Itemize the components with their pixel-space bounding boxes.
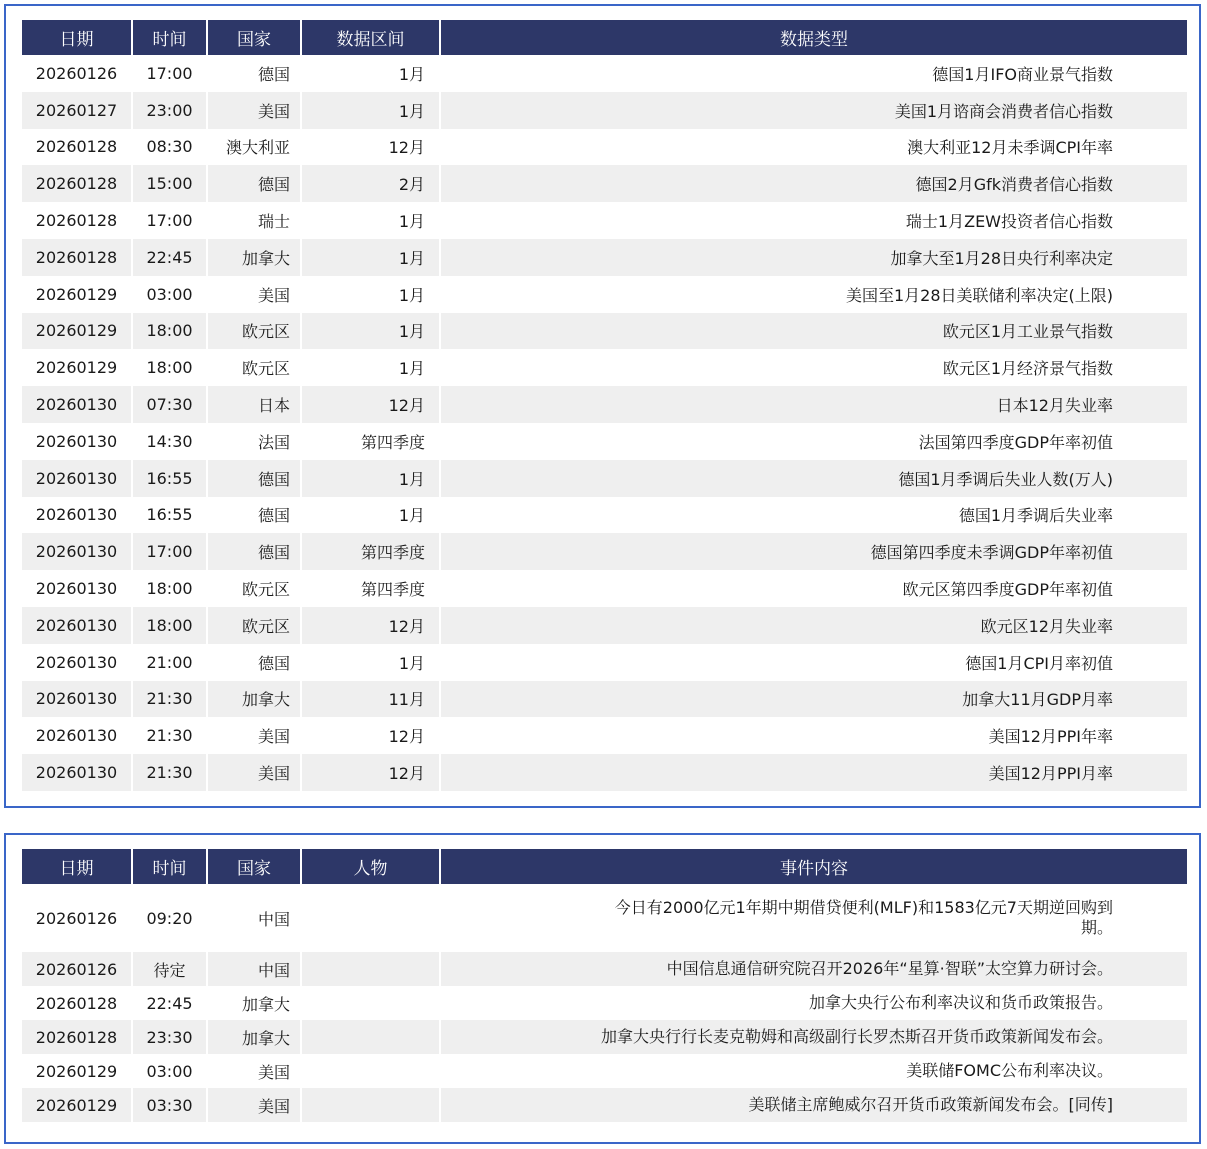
table-row: [22, 1088, 1187, 1122]
cell-country: 欧元区: [208, 313, 302, 350]
cell-period: 12月: [302, 386, 441, 423]
cell-time: 17:00: [133, 55, 208, 92]
cell-date: 20260130: [22, 644, 133, 681]
cell-period: 1月: [302, 202, 441, 239]
cell-country: 美国: [208, 92, 302, 129]
economic-data-table: [22, 20, 1187, 791]
event-text-line: 加拿大央行公布利率决议和货币政策报告。: [808, 993, 1113, 1012]
cell-time: 18:00: [133, 313, 208, 350]
cell-date: 20260130: [22, 754, 133, 791]
cell-time: 21:30: [133, 717, 208, 754]
cell-time: 待定: [133, 952, 208, 986]
cell-person: [302, 1054, 441, 1088]
cell-date: 20260129: [22, 313, 133, 350]
cell-date: 20260128: [22, 129, 133, 166]
cell-data-type: 美国至1月28日美联储利率决定(上限): [845, 285, 1113, 305]
cell-person: [302, 986, 441, 1020]
cell-period: 12月: [302, 607, 441, 644]
events-table: [22, 849, 1187, 1122]
table-row: [22, 533, 1187, 570]
cell-time: 21:30: [133, 681, 208, 718]
table-row: [22, 570, 1187, 607]
cell-time: 17:00: [133, 533, 208, 570]
cell-date: 20260129: [22, 1054, 133, 1088]
cell-date: 20260130: [22, 460, 133, 497]
cell-data-type: 美国1月谘商会消费者信心指数: [441, 92, 1187, 129]
header-period: 数据区间: [302, 20, 441, 55]
cell-country: 美国: [208, 1088, 302, 1122]
cell-date: 20260130: [22, 717, 133, 754]
cell-date: 20260126: [22, 884, 133, 952]
cell-date: 20260128: [22, 202, 133, 239]
cell-data-type: 德国1月IFO商业景气指数: [932, 64, 1113, 84]
table-row: [22, 460, 1187, 497]
cell-period: 1月: [302, 239, 441, 276]
header-date: 日期: [22, 849, 133, 884]
cell-date: 20260130: [22, 533, 133, 570]
table-row: [22, 986, 1187, 1020]
cell-country: 欧元区: [208, 607, 302, 644]
cell-country: 美国: [208, 276, 302, 313]
events-panel: [4, 833, 1201, 1144]
cell-data-type: 德国第四季度未季调GDP年率初值: [441, 533, 1187, 570]
cell-country: 加拿大: [208, 681, 302, 718]
cell-time: 21:00: [133, 644, 208, 681]
cell-event: [441, 1020, 1187, 1054]
cell-country: 加拿大: [208, 986, 302, 1020]
cell-date: 20260130: [22, 497, 133, 534]
cell-country: 欧元区: [208, 349, 302, 386]
cell-period: 12月: [302, 754, 441, 791]
cell-country: 欧元区: [208, 570, 302, 607]
cell-date: 20260130: [22, 570, 133, 607]
cell-event: [441, 1054, 1187, 1088]
cell-date: 20260128: [22, 986, 133, 1020]
cell-time: 03:00: [133, 276, 208, 313]
table-row: [22, 681, 1187, 718]
header-date: 日期: [22, 20, 133, 55]
cell-time: 22:45: [133, 239, 208, 276]
cell-period: 第四季度: [302, 423, 441, 460]
cell-time: 07:30: [133, 386, 208, 423]
table-row: [22, 1020, 1187, 1054]
cell-date: 20260130: [22, 607, 133, 644]
cell-time: 15:00: [133, 165, 208, 202]
cell-event: [441, 952, 1187, 986]
header-time: 时间: [133, 20, 208, 55]
cell-country: 德国: [208, 644, 302, 681]
cell-period: 1月: [302, 497, 441, 534]
cell-data-type: 加拿大至1月28日央行利率决定: [441, 239, 1187, 276]
table-row: [22, 239, 1187, 276]
cell-period: 1月: [302, 92, 441, 129]
cell-data-type: 欧元区12月失业率: [441, 607, 1187, 644]
cell-time: 16:55: [133, 497, 208, 534]
cell-data-type: 欧元区1月工业景气指数: [441, 313, 1187, 350]
table-row: [22, 497, 1187, 534]
table-row: [22, 952, 1187, 986]
event-text-line: 美联储主席鲍威尔召开货币政策新闻发布会。[同传]: [748, 1095, 1113, 1114]
table-row: [22, 276, 1187, 313]
table-row: [22, 92, 1187, 129]
cell-country: 德国: [208, 460, 302, 497]
header-event: 事件内容: [441, 849, 1187, 884]
cell-time: 14:30: [133, 423, 208, 460]
cell-data-type: 美国12月PPI月率: [441, 754, 1187, 791]
cell-time: 18:00: [133, 570, 208, 607]
table-row: [22, 754, 1187, 791]
header-time: 时间: [133, 849, 208, 884]
event-text-line: 期。: [1080, 918, 1113, 937]
cell-person: [302, 952, 441, 986]
cell-data-type: 瑞士1月ZEW投资者信心指数: [905, 212, 1113, 232]
table-row: [22, 644, 1187, 681]
table-row: [22, 423, 1187, 460]
cell-country: 美国: [208, 717, 302, 754]
cell-event: [441, 1088, 1187, 1122]
cell-data-type: 德国1月CPI月率初值: [965, 653, 1113, 673]
cell-data-type: 欧元区第四季度GDP年率初值: [902, 580, 1113, 600]
cell-country: 瑞士: [208, 202, 302, 239]
header-country: 国家: [208, 849, 302, 884]
economic-data-panel: [4, 4, 1201, 808]
cell-data-type: 德国2月Gfk消费者信心指数: [441, 165, 1187, 202]
cell-period: 第四季度: [302, 570, 441, 607]
table-row: [22, 349, 1187, 386]
table-row: [22, 884, 1187, 952]
cell-time: 09:20: [133, 884, 208, 952]
cell-person: [302, 1020, 441, 1054]
cell-country: 加拿大: [208, 1020, 302, 1054]
cell-time: 08:30: [133, 129, 208, 166]
cell-country: 德国: [208, 55, 302, 92]
cell-country: 日本: [208, 386, 302, 423]
cell-period: 2月: [302, 165, 441, 202]
cell-date: 20260128: [22, 165, 133, 202]
cell-time: 23:00: [133, 92, 208, 129]
table-row: [22, 202, 1187, 239]
cell-period: 第四季度: [302, 533, 441, 570]
cell-date: 20260129: [22, 276, 133, 313]
cell-country: 加拿大: [208, 239, 302, 276]
header-country: 国家: [208, 20, 302, 55]
cell-event: [441, 884, 1187, 952]
table-header-row: [22, 20, 1187, 55]
cell-period: 1月: [302, 349, 441, 386]
cell-period: 1月: [302, 644, 441, 681]
cell-date: 20260129: [22, 349, 133, 386]
cell-time: 18:00: [133, 607, 208, 644]
cell-date: 20260128: [22, 1020, 133, 1054]
cell-country: 澳大利亚: [208, 129, 302, 166]
cell-country: 德国: [208, 165, 302, 202]
cell-period: 1月: [302, 276, 441, 313]
cell-person: [302, 884, 441, 952]
cell-date: 20260126: [22, 952, 133, 986]
cell-time: 18:00: [133, 349, 208, 386]
event-text-line: 今日有2000亿元1年期中期借贷便利(MLF)和1583亿元7天期逆回购到: [614, 898, 1113, 917]
cell-event: [441, 986, 1187, 1020]
cell-country: 法国: [208, 423, 302, 460]
cell-time: 22:45: [133, 986, 208, 1020]
event-text-line: 美联储FOMC公布利率决议。: [906, 1061, 1113, 1080]
cell-date: 20260130: [22, 386, 133, 423]
cell-period: 12月: [302, 717, 441, 754]
table-row: [22, 55, 1187, 92]
cell-data-type: 美国12月PPI年率: [988, 727, 1113, 747]
cell-period: 1月: [302, 460, 441, 497]
cell-time: 23:30: [133, 1020, 208, 1054]
cell-data-type: 日本12月失业率: [441, 386, 1187, 423]
cell-country: 中国: [208, 952, 302, 986]
cell-data-type: 德国1月季调后失业率: [958, 506, 1113, 526]
cell-data-type: 法国第四季度GDP年率初值: [918, 432, 1113, 452]
cell-time: 21:30: [133, 754, 208, 791]
table-row: [22, 717, 1187, 754]
cell-data-type: 欧元区1月经济景气指数: [942, 359, 1113, 379]
table-row: [22, 129, 1187, 166]
header-person: 人物: [302, 849, 441, 884]
header-data-type: 数据类型: [441, 20, 1187, 55]
cell-country: 美国: [208, 754, 302, 791]
cell-date: 20260130: [22, 423, 133, 460]
table-row: [22, 607, 1187, 644]
table-row: [22, 1054, 1187, 1088]
cell-date: 20260126: [22, 55, 133, 92]
cell-data-type: 德国1月季调后失业人数(万人): [441, 460, 1187, 497]
cell-date: 20260128: [22, 239, 133, 276]
cell-time: 03:00: [133, 1054, 208, 1088]
cell-date: 20260130: [22, 681, 133, 718]
cell-country: 德国: [208, 533, 302, 570]
cell-data-type: 加拿大11月GDP月率: [441, 681, 1187, 718]
cell-country: 德国: [208, 497, 302, 534]
cell-country: 美国: [208, 1054, 302, 1088]
cell-period: 12月: [302, 129, 441, 166]
cell-time: 17:00: [133, 202, 208, 239]
table-row: [22, 313, 1187, 350]
cell-period: 1月: [302, 313, 441, 350]
event-text-line: 加拿大央行行长麦克勒姆和高级副行长罗杰斯召开货币政策新闻发布会。: [600, 1027, 1113, 1046]
cell-period: 11月: [302, 681, 441, 718]
table-row: [22, 386, 1187, 423]
cell-period: 1月: [302, 55, 441, 92]
cell-person: [302, 1088, 441, 1122]
cell-date: 20260129: [22, 1088, 133, 1122]
cell-time: 03:30: [133, 1088, 208, 1122]
cell-data-type: 澳大利亚12月未季调CPI年率: [907, 138, 1113, 158]
cell-date: 20260127: [22, 92, 133, 129]
table-row: [22, 165, 1187, 202]
table-header-row: [22, 849, 1187, 884]
event-text-line: 中国信息通信研究院召开2026年“星算·智联”太空算力研讨会。: [666, 959, 1113, 978]
cell-country: 中国: [208, 884, 302, 952]
cell-time: 16:55: [133, 460, 208, 497]
